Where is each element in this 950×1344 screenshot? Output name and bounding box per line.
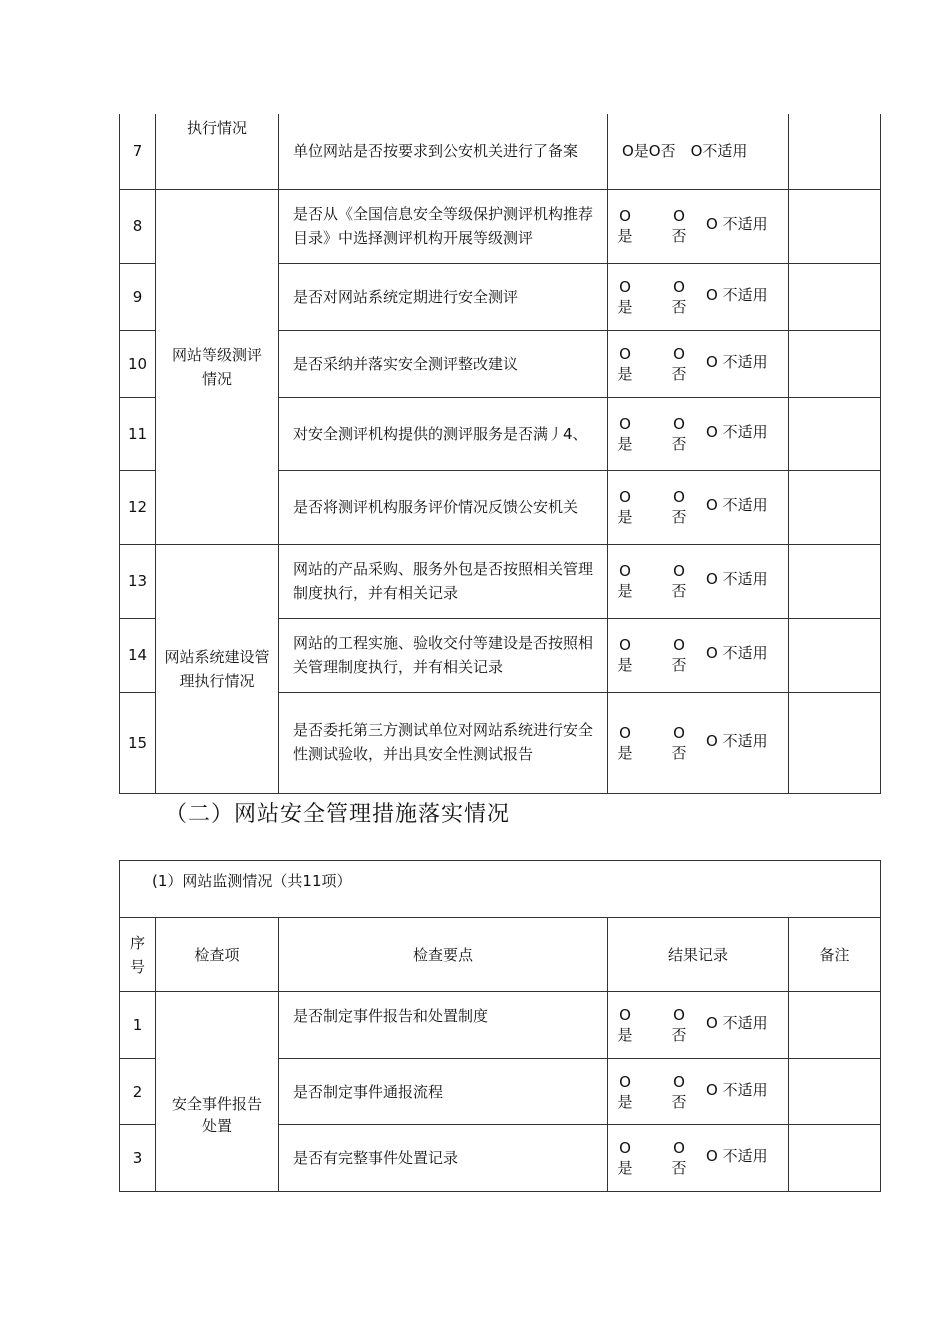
check-table-2 <box>119 860 881 1192</box>
remark-cell <box>789 470 881 544</box>
result-cell <box>608 992 789 1059</box>
option-no[interactable]: O 否 <box>671 1006 687 1044</box>
check-point: 网站的产品采购、服务外包是否按照相关管理制度执行，并有相关记录 <box>279 544 608 618</box>
table-caption: (1）网站监测情况（共11项） <box>120 861 881 918</box>
result-cell <box>608 397 789 470</box>
category-label: 执行情况 <box>186 119 247 137</box>
row-number: 1 <box>120 992 156 1059</box>
remark-cell <box>789 1125 881 1192</box>
option-not-applicable[interactable]: O 不适用 <box>706 496 768 514</box>
option-no[interactable]: O 否 <box>671 562 687 600</box>
option-no[interactable]: O 否 <box>671 1072 687 1111</box>
row-number: 2 <box>120 1059 156 1125</box>
option-no[interactable]: O 否 <box>671 1139 687 1177</box>
header-no: 序号 <box>120 918 156 992</box>
option-not-applicable[interactable]: O 不适用 <box>706 731 768 750</box>
check-point: 是否制定事件报告和处置制度 <box>279 992 608 1059</box>
check-point: 是否有完整事件处置记录 <box>279 1125 608 1192</box>
check-point: 网站的工程实施、验收交付等建设是否按照相关管理制度执行，并有相关记录 <box>279 618 608 692</box>
option-not-applicable[interactable]: O 不适用 <box>706 352 768 371</box>
remark-cell <box>789 263 881 330</box>
row-number: 3 <box>120 1125 156 1192</box>
table-row <box>120 544 881 618</box>
result-options: O是O否 O不适用 <box>622 142 748 161</box>
category-label: 安全事件报告处置 <box>171 1094 262 1135</box>
check-table-1 <box>119 114 881 794</box>
option-not-applicable[interactable]: O 不适用 <box>706 570 768 588</box>
result-cell <box>608 189 789 263</box>
category-cell <box>156 992 279 1192</box>
result-cell <box>608 618 789 692</box>
table-row <box>120 189 881 263</box>
option-yes[interactable]: O 是 <box>617 414 633 453</box>
table-row <box>120 992 881 1059</box>
result-cell <box>608 1059 789 1125</box>
option-yes[interactable]: O 是 <box>617 562 633 600</box>
remark-cell <box>789 189 881 263</box>
option-not-applicable[interactable]: O 不适用 <box>706 1014 768 1032</box>
option-yes[interactable]: O 是 <box>617 207 633 245</box>
option-yes[interactable]: O 是 <box>617 723 633 762</box>
header-result: 结果记录 <box>608 918 789 992</box>
category-cell <box>156 189 279 544</box>
remark-cell <box>789 114 881 189</box>
result-cell <box>608 1125 789 1192</box>
option-yes[interactable]: O 是 <box>617 277 633 316</box>
option-no[interactable]: O 否 <box>671 488 687 526</box>
row-number: 14 <box>120 618 156 692</box>
category-label: 网站等级测评情况 <box>171 345 262 388</box>
option-no[interactable]: O 否 <box>671 723 687 762</box>
result-cell <box>608 263 789 330</box>
result-cell <box>608 330 789 397</box>
option-yes[interactable]: O 是 <box>617 344 633 383</box>
remark-cell <box>789 544 881 618</box>
header-point: 检查要点 <box>279 918 608 992</box>
remark-cell <box>789 397 881 470</box>
check-point: 单位网站是否按要求到公安机关进行了备案 <box>279 114 608 189</box>
result-cell <box>608 544 789 618</box>
row-number: 9 <box>120 263 156 330</box>
option-yes[interactable]: O 是 <box>617 1006 633 1044</box>
option-yes[interactable]: O 是 <box>617 636 633 674</box>
check-point: 是否委托第三方测试单位对网站系统进行安全性测试验收，并出具安全性测试报告 <box>279 692 608 793</box>
check-point: 是否对网站系统定期进行安全测评 <box>279 263 608 330</box>
check-point: 是否制定事件通报流程 <box>279 1059 608 1125</box>
check-point: 对安全测评机构提供的测评服务是否满丿4、 <box>279 397 608 470</box>
row-number: 12 <box>120 470 156 544</box>
remark-cell <box>789 618 881 692</box>
remark-cell <box>789 1059 881 1125</box>
header-remark: 备注 <box>789 918 881 992</box>
row-number: 7 <box>120 114 156 189</box>
option-yes[interactable]: O 是 <box>617 1139 633 1177</box>
option-not-applicable[interactable]: O 不适用 <box>706 215 768 233</box>
option-not-applicable[interactable]: O 不适用 <box>706 1147 768 1165</box>
row-number: 10 <box>120 330 156 397</box>
option-no[interactable]: O 否 <box>671 636 687 674</box>
category-cell <box>156 114 279 189</box>
option-not-applicable[interactable]: O 不适用 <box>706 1080 768 1099</box>
section-title: （二）网站安全管理措施落实情况 <box>165 802 511 827</box>
caption-row <box>120 861 881 918</box>
category-label: 网站系统建设管理执行情况 <box>164 647 270 690</box>
row-number: 15 <box>120 692 156 793</box>
result-cell <box>608 114 789 189</box>
header-row <box>120 918 881 992</box>
option-no[interactable]: O 否 <box>671 277 687 316</box>
check-point: 是否将测评机构服务评价情况反馈公安机关 <box>279 470 608 544</box>
option-yes[interactable]: O 是 <box>617 1072 633 1111</box>
row-number: 8 <box>120 189 156 263</box>
row-number: 11 <box>120 397 156 470</box>
remark-cell <box>789 992 881 1059</box>
option-no[interactable]: O 否 <box>671 207 687 245</box>
option-not-applicable[interactable]: O 不适用 <box>706 644 768 662</box>
header-item: 检查项 <box>156 918 279 992</box>
result-cell <box>608 692 789 793</box>
option-no[interactable]: O 否 <box>671 344 687 383</box>
option-not-applicable[interactable]: O 不适用 <box>706 422 768 441</box>
row-number: 13 <box>120 544 156 618</box>
check-point: 是否采纳并落实安全测评整改建议 <box>279 330 608 397</box>
option-yes[interactable]: O 是 <box>617 488 633 526</box>
remark-cell <box>789 692 881 793</box>
category-cell <box>156 544 279 793</box>
option-not-applicable[interactable]: O 不适用 <box>706 285 768 304</box>
result-cell <box>608 470 789 544</box>
table-row <box>120 114 881 189</box>
option-no[interactable]: O 否 <box>671 414 687 453</box>
remark-cell <box>789 330 881 397</box>
check-point: 是否从《全国信息安全等级保护测评机构推荐目录》中选择测评机构开展等级测评 <box>279 189 608 263</box>
